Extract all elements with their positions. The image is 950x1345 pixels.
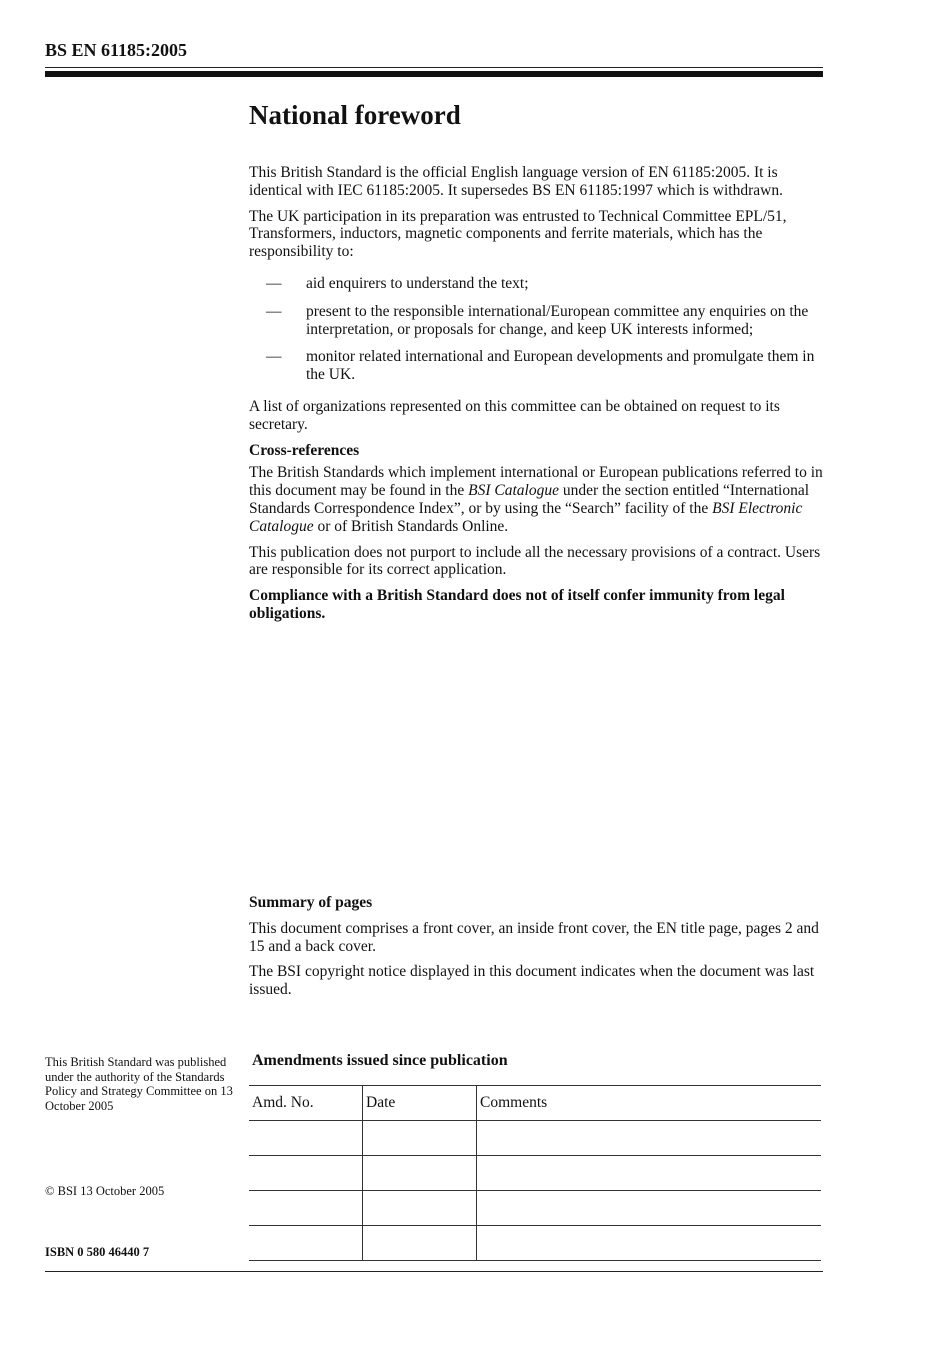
foreword-body (249, 164, 823, 631)
summary-paragraph-1: This document comprises a front cover, an inside front cover, the EN title page, pages 2 and 15 and a back cover. (249, 919, 819, 955)
list-item-text: present to the responsible international/European committee any enquiries on the interpretation, or proposals for change, and keep UK interests informed; (306, 302, 809, 338)
table-cell (363, 1121, 477, 1156)
column-header-amd-no: Amd. No. (249, 1086, 363, 1121)
table-row (249, 1156, 821, 1191)
compliance-statement: Compliance with a British Standard does not of itself confer immunity from legal obligations. (249, 587, 785, 622)
column-header-comments: Comments (477, 1086, 822, 1121)
list-item-text: aid enquirers to understand the text; (306, 274, 529, 292)
bsi-electronic-catalogue-title: BSI Electronic Catalogue (249, 499, 803, 535)
list-item (249, 275, 823, 293)
list-item (249, 303, 823, 339)
table-cell (477, 1191, 822, 1226)
cross-ref-text-b: under the section entitled “International Standards Correspondence Index”, or by using the “Search” facility of the (249, 482, 810, 517)
authority-note: This British Standard was published under the authority of the Standards Policy and Strategy Committee on 13 October 2005 (45, 1055, 233, 1113)
summary-heading: Summary of pages (249, 894, 373, 911)
table-cell (477, 1226, 822, 1261)
responsibility-list (249, 275, 823, 384)
table-cell (249, 1226, 363, 1261)
table-cell (249, 1121, 363, 1156)
table-header-row (249, 1086, 821, 1121)
provisions-paragraph: This publication does not purport to include all the necessary provisions of a contract. Users are responsible for its correct application. (249, 543, 821, 579)
intro-paragraph-1: This British Standard is the official English language version of EN 61185:2005. It is identical with IEC 61185:2005. It supersedes BS EN 61185:1997 which is withdrawn. (249, 164, 783, 199)
table-row (249, 1191, 821, 1226)
table-cell (249, 1191, 363, 1226)
table-row (249, 1121, 821, 1156)
summary-of-pages (249, 894, 823, 1007)
table-cell (249, 1156, 363, 1191)
list-dash: — (266, 302, 282, 320)
list-item (249, 348, 823, 384)
summary-paragraph-2: The BSI copyright notice displayed in this document indicates when the document was last issued. (249, 963, 815, 999)
table-cell (363, 1156, 477, 1191)
committee-note: A list of organizations represented on this committee can be obtained on request to its secretary. (249, 397, 780, 433)
table-row (249, 1226, 821, 1261)
isbn: ISBN 0 580 46440 7 (45, 1245, 150, 1259)
intro-paragraph-2: The UK participation in its preparation was entrusted to Technical Committee EPL/51, Transformers, inductors, magnetic components and ferrite materials, which has the responsibility to: (249, 207, 787, 261)
document-id-header: BS EN 61185:2005 (45, 40, 188, 60)
table-cell (477, 1121, 822, 1156)
amendments-title: Amendments issued since publication (252, 1052, 508, 1069)
list-dash: — (266, 348, 282, 366)
cross-ref-text-a: The British Standards which implement international or European publications referred to in this document may be found in the (249, 464, 823, 500)
list-dash: — (266, 274, 282, 292)
page-title: National foreword (249, 100, 461, 130)
amendments-table (249, 1085, 821, 1261)
bsi-catalogue-title: BSI Catalogue (468, 482, 559, 500)
cross-references-heading: Cross-references (249, 441, 360, 459)
table-cell (363, 1226, 477, 1261)
list-item-text: monitor related international and European developments and promulgate them in the UK. (306, 348, 815, 384)
cross-ref-text-c: or of British Standards Online. (313, 517, 509, 535)
column-header-date: Date (363, 1086, 477, 1121)
header-rule-thick (45, 71, 823, 77)
cross-references-paragraph (249, 464, 823, 535)
copyright-notice: © BSI 13 October 2005 (45, 1184, 165, 1198)
header-rule-thin (45, 67, 823, 68)
footer-rule (45, 1271, 823, 1272)
table-cell (363, 1191, 477, 1226)
table-cell (477, 1156, 822, 1191)
